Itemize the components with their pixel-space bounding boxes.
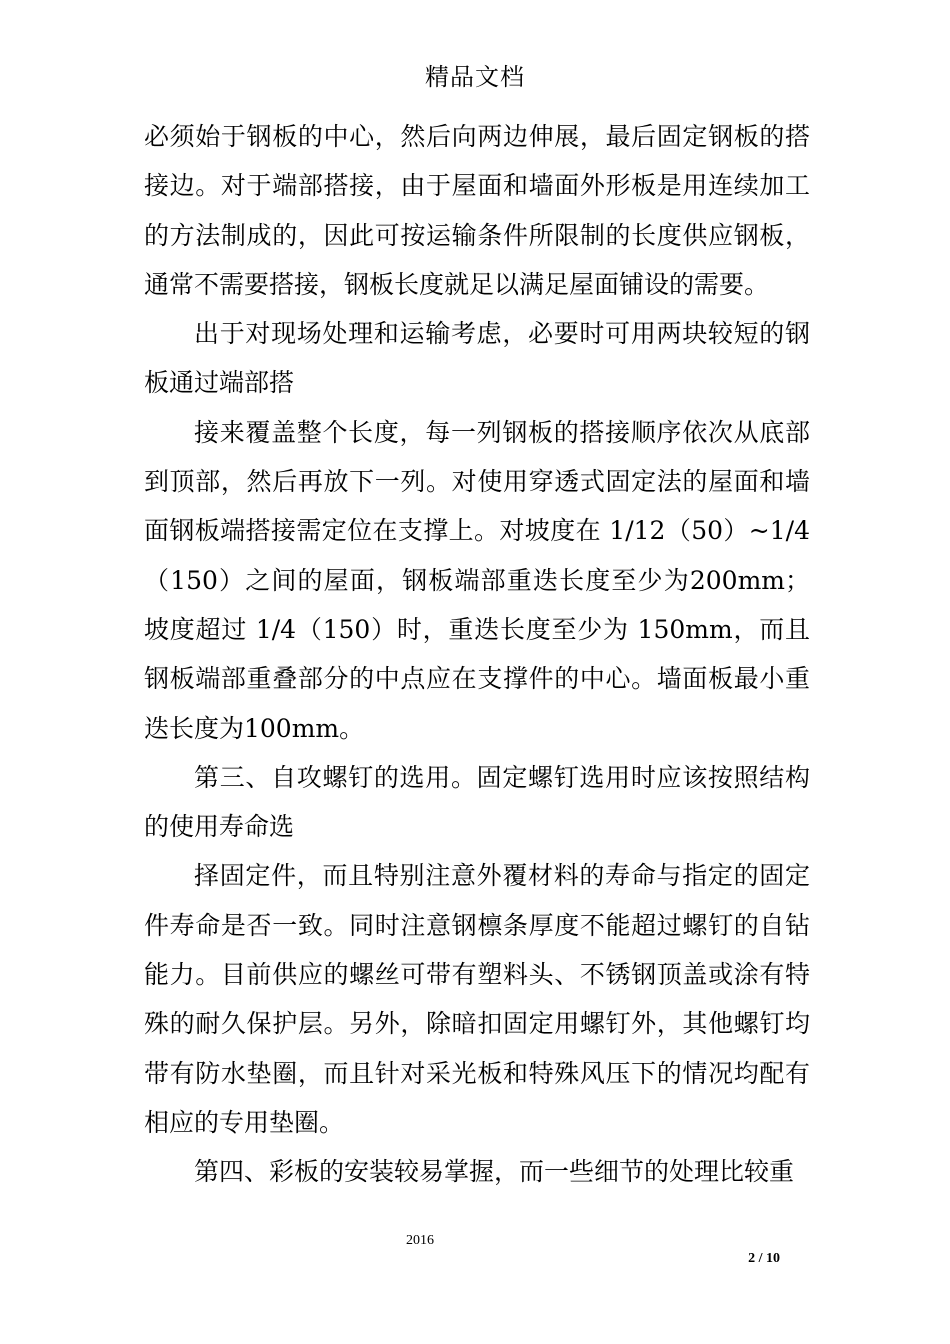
page-number-indicator: 2 / 10 bbox=[748, 1251, 780, 1266]
paragraph-5: 择固定件，而且特别注意外覆材料的寿命与指定的固定件寿命是否一致。同时注意钢檩条厚度不能超过螺钉的自钻能力。目前供应的螺丝可带有塑料头、不锈钢顶盖或涂有特殊的耐久保护层。另外，除暗扣固定用螺钉外，其他螺钉均带有防水垫圈，而且针对采光板和特殊风压下的情况均配有相应的专用垫圈。 bbox=[144, 861, 810, 1137]
paragraph-6: 第四、彩板的安装较易掌握，而一些细节的处理比较重 bbox=[194, 1157, 795, 1187]
paragraph-2: 出于对现场处理和运输考虑，必要时可用两块较短的钢板通过端部搭 bbox=[144, 319, 810, 398]
paragraph-1: 必须始于钢板的中心，然后向两边伸展，最后固定钢板的搭接边。对于端部搭接，由于屋面和墙面外形板是用连续加工的方法制成的，因此可按运输条件所限制的长度供应钢板，通常不需要搭接，钢板长度就足以满足屋面铺设的需要。 bbox=[144, 122, 810, 299]
footer-year: 2016 bbox=[406, 1233, 434, 1248]
paragraph-3: 接来覆盖整个长度，每一列钢板的搭接顺序依次从底部到顶部，然后再放下一列。对使用穿透式固定法的屋面和墙面钢板端搭接需定位在支撑上。对坡度在 1/12（50）~1/4（150）之间的屋面，钢板端部重迭长度至少为200mm；坡度超过 1/4（150）时，重迭长度至少为 150mm，而且钢板端部重叠部分的中点应在支撑件的中心。墙面板最小重迭长度为100mm。 bbox=[144, 417, 810, 743]
paragraph-4: 第三、自攻螺钉的选用。固定螺钉选用时应该按照结构的使用寿命选 bbox=[144, 762, 810, 842]
page-header-title: 精品文档 bbox=[425, 63, 525, 91]
document-body bbox=[144, 112, 810, 1197]
